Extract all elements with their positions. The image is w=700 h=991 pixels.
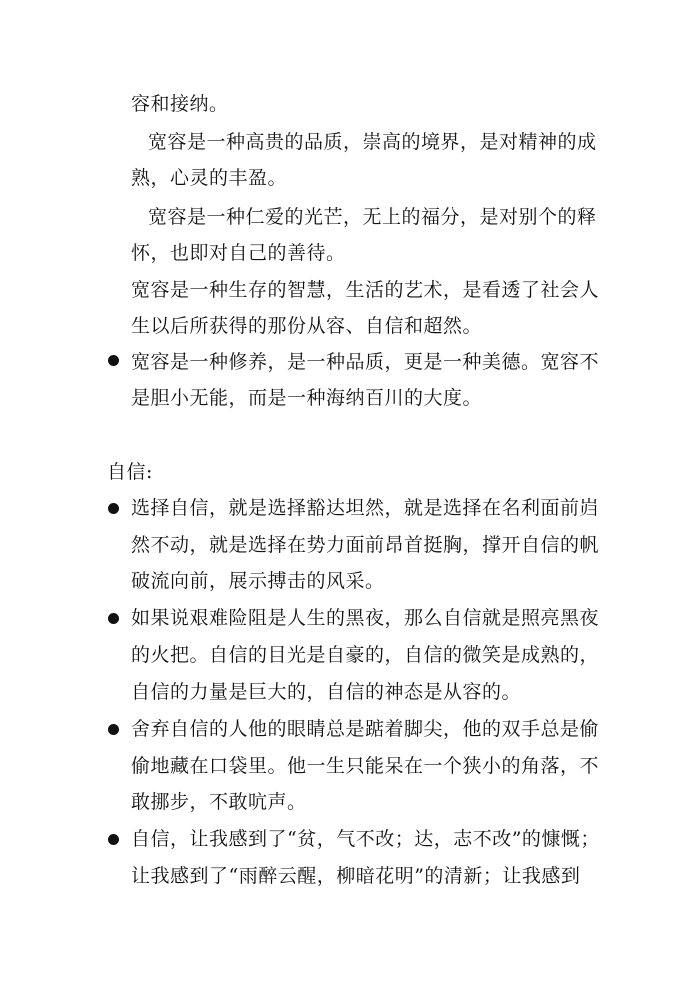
paragraph-line: 宽容是一种高贵的品质，崇高的境界，是对精神的成	[148, 131, 597, 153]
paragraph-line: 生以后所获得的那份从容、自信和超然。	[131, 315, 483, 337]
bullet-line: 的火把。自信的目光是自豪的，自信的微笑是成熟的，	[131, 644, 600, 666]
bullet-line: 如果说艰难险阻是人生的黑夜，那么自信就是照亮黑夜	[131, 607, 600, 629]
paragraph-line: 宽容是一种生存的智慧，生活的艺术，是看透了社会人	[131, 279, 600, 301]
bullet-line: 选择自信，就是选择豁达坦然，就是选择在名利面前岿	[131, 497, 600, 519]
bullet-line: 然不动，就是选择在势力面前昂首挺胸，撑开自信的帆	[131, 534, 600, 556]
bullet-line: 让我感到了“雨醉云醒，柳暗花明”的清新；让我感到	[131, 865, 581, 887]
section-heading: 自信:	[107, 461, 153, 483]
bullet-line: 舍弃自信的人他的眼睛总是踮着脚尖，他的双手总是偷	[131, 718, 600, 740]
paragraph-line: 容和接纳。	[131, 93, 229, 115]
bullet-line: 宽容是一种修养，是一种品质，更是一种美德。宽容不	[131, 351, 600, 373]
bullet-icon	[108, 503, 119, 514]
bullet-line: 自信，让我感到了“贫，气不改；达，志不改”的慷慨；	[131, 828, 600, 850]
bullet-line: 是胆小无能，而是一种海纳百川的大度。	[131, 387, 483, 409]
bullet-line: 自信的力量是巨大的，自信的神态是从容的。	[131, 681, 522, 703]
bullet-icon	[108, 613, 119, 624]
bullet-line: 破流向前，展示搏击的风采。	[131, 570, 385, 592]
paragraph-line: 宽容是一种仁爱的光芒，无上的福分，是对别个的释	[148, 206, 597, 228]
bullet-icon	[108, 355, 119, 366]
bullet-icon	[108, 834, 119, 845]
bullet-line: 敢挪步，不敢吭声。	[131, 791, 307, 813]
paragraph-line: 怀，也即对自己的善待。	[131, 242, 346, 264]
paragraph-line: 熟，心灵的丰盈。	[131, 167, 288, 189]
bullet-icon	[108, 724, 119, 735]
bullet-line: 偷地藏在口袋里。他一生只能呆在一个狭小的角落，不	[131, 755, 600, 777]
